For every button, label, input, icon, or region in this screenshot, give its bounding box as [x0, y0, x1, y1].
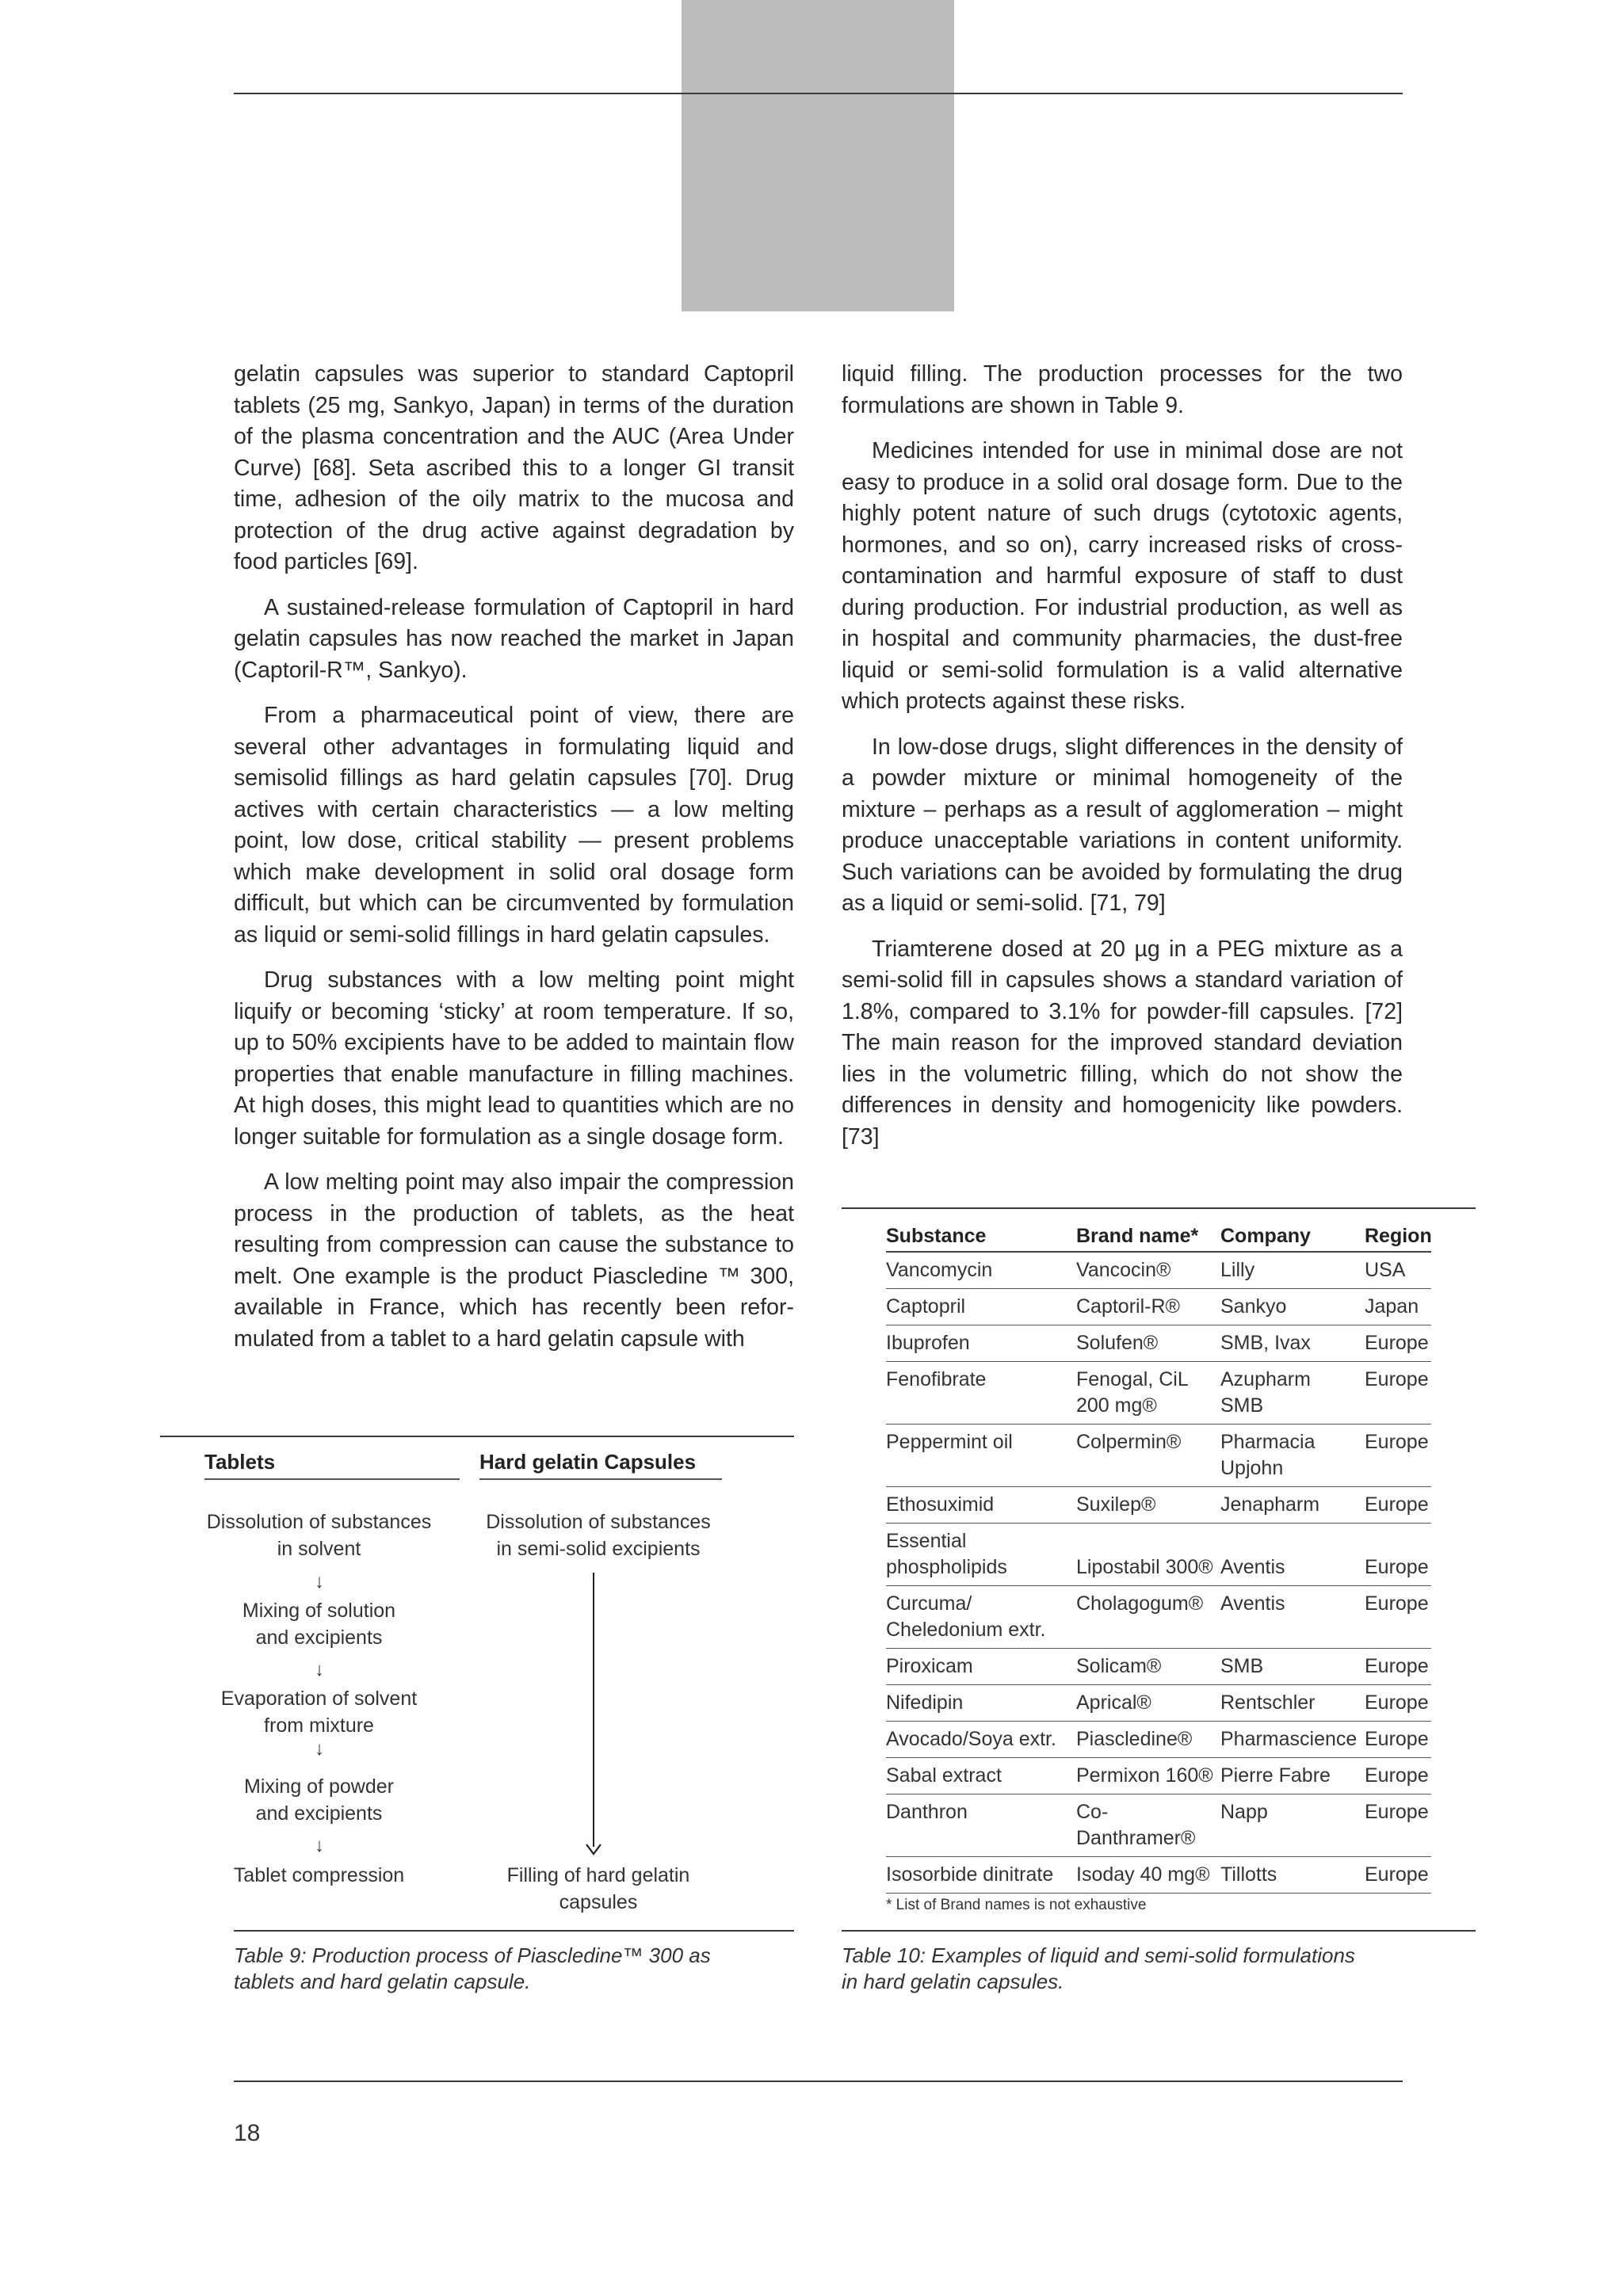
- cell-brand: Cholagogum®: [1076, 1586, 1220, 1649]
- cell-region: Europe: [1365, 1524, 1431, 1586]
- cell-brand: Co-Danthramer®: [1076, 1794, 1220, 1857]
- paragraph: Medicines intended for use in minimal dose are not easy to produce in a solid oral dosage form. Due to the highly potent nature of such drugs (cytotoxic agents, hormones, and so on), carry increased risks of cross-contamination and harmful exposure of staff to dust during production. For industrial production, as well as in hospital and community pharmacies, the dust-free liquid or semi-solid formulation is a valid alternative which protects against these risks.: [842, 438, 1403, 714]
- table-row: [886, 1524, 1431, 1586]
- table9-bottom-rule: [234, 1930, 794, 1932]
- table10-top-rule: [842, 1207, 1476, 1209]
- table-row: [886, 1794, 1431, 1857]
- left-text-column: [234, 359, 794, 1369]
- cell-region: Europe: [1365, 1425, 1431, 1487]
- cell-region: Europe: [1365, 1487, 1431, 1524]
- table-row: [886, 1289, 1431, 1325]
- table-row: [886, 1362, 1431, 1425]
- cell-region: Europe: [1365, 1722, 1431, 1758]
- table9-caption: Table 9: Production process of Piascledine™ 300 as tablets and hard gelatin capsule.: [234, 1943, 711, 1993]
- cell-region: Europe: [1365, 1586, 1431, 1649]
- capsule-step: Dissolution of substances in semi-solid excipients: [486, 1511, 711, 1560]
- cell-company: SMB: [1220, 1649, 1365, 1685]
- table-row: [886, 1685, 1431, 1722]
- cell-region: Europe: [1365, 1325, 1431, 1362]
- table-row: [886, 1252, 1431, 1289]
- cell-region: Japan: [1365, 1289, 1431, 1325]
- arrowhead-icon: [586, 1843, 601, 1855]
- cell-region: Europe: [1365, 1649, 1431, 1685]
- table10-caption: Table 10: Examples of liquid and semi-solid formulations in hard gelatin capsules.: [842, 1943, 1355, 1993]
- cell-brand: Solicam®: [1076, 1649, 1220, 1685]
- cell-company: Napp: [1220, 1794, 1365, 1857]
- cell-region: Europe: [1365, 1758, 1431, 1794]
- cell-substance: Ethosuximid: [886, 1487, 1076, 1524]
- cell-brand: Piascledine®: [1076, 1722, 1220, 1758]
- cell-substance: Fenofibrate: [886, 1362, 1076, 1425]
- table-row: [886, 1758, 1431, 1794]
- header-gray-block: [682, 0, 954, 311]
- cell-substance: Isosorbide dinitrate: [886, 1857, 1076, 1894]
- capsule-flow-line: [593, 1573, 594, 1847]
- cell-substance: Nifedipin: [886, 1685, 1076, 1722]
- down-arrow-icon: ↓: [315, 1738, 324, 1760]
- table9-head-underline: [204, 1478, 460, 1480]
- cell-company: Aventis: [1220, 1586, 1365, 1649]
- cell-brand: Aprical®: [1076, 1685, 1220, 1722]
- capsule-step: Filling of hard gelatin capsules: [506, 1864, 690, 1913]
- tablet-step: Dissolution of substances in solvent: [206, 1511, 432, 1560]
- formulations-table: [886, 1220, 1431, 1894]
- cell-brand: Solufen®: [1076, 1325, 1220, 1362]
- paragraph: A low melting point may also impair the compression process in the production of tablets, as the heat resulting from compression can cause the substance to melt. One example is the product Piascledine ™ 300, available in France, which has recently been reformulated from a tablet to a hard gelatin capsule with: [234, 1169, 794, 1352]
- cell-region: USA: [1365, 1252, 1431, 1289]
- cell-substance: Danthron: [886, 1794, 1076, 1857]
- cell-region: Europe: [1365, 1685, 1431, 1722]
- cell-brand: Permixon 160®: [1076, 1758, 1220, 1794]
- cell-company: Pharmacia Upjohn: [1220, 1425, 1365, 1487]
- table-row: [886, 1722, 1431, 1758]
- cell-region: Europe: [1365, 1362, 1431, 1425]
- tablet-step: Tablet compression: [233, 1864, 405, 1886]
- cell-brand: Isoday 40 mg®: [1076, 1857, 1220, 1894]
- table-row: [886, 1487, 1431, 1524]
- tablet-step: Evaporation of solvent from mixture: [220, 1688, 418, 1737]
- cell-brand: Vancocin®: [1076, 1252, 1220, 1289]
- column-header: Brand name*: [1076, 1220, 1220, 1252]
- cell-brand: Fenogal, CiL 200 mg®: [1076, 1362, 1220, 1425]
- cell-substance: Peppermint oil: [886, 1425, 1076, 1487]
- paragraph: liquid filling. The production processes for the two formulations are shown in Table 9.: [842, 361, 1403, 418]
- cell-company: SMB, Ivax: [1220, 1325, 1365, 1362]
- cell-brand: Lipostabil 300®: [1076, 1524, 1220, 1586]
- table9-head-underline: [479, 1478, 722, 1480]
- cell-company: Lilly: [1220, 1252, 1365, 1289]
- cell-brand: Suxilep®: [1076, 1487, 1220, 1524]
- cell-substance: Avocado/Soya extr.: [886, 1722, 1076, 1758]
- cell-company: Azupharm SMB: [1220, 1362, 1365, 1425]
- cell-substance: Curcuma/ Cheledonium extr.: [886, 1586, 1076, 1649]
- page-number: 18: [234, 2120, 261, 2146]
- cell-company: Pharmascience: [1220, 1722, 1365, 1758]
- column-header: Company: [1220, 1220, 1365, 1252]
- cell-region: Europe: [1365, 1857, 1431, 1894]
- table-row: [886, 1649, 1431, 1685]
- table-row: [886, 1325, 1431, 1362]
- down-arrow-icon: ↓: [315, 1659, 324, 1680]
- down-arrow-icon: ↓: [315, 1571, 324, 1592]
- top-rule: [234, 93, 1403, 94]
- paragraph: gelatin capsules was superior to standard Captopril tablets (25 mg, Sankyo, Japan) in terms of the duration of the plasma concentration and the AUC (Area Under Curve) [68]. Seta ascribed this to a longer GI transit time, adhesion of the oily matrix to the mucosa and protection of the drug active against degradation by food particles [69].: [234, 361, 794, 574]
- table10-bottom-rule: [842, 1930, 1476, 1932]
- table9-top-rule: [160, 1436, 794, 1437]
- table9-head-capsules: Hard gelatin Capsules: [479, 1450, 697, 1474]
- paragraph: Triamterene dosed at 20 µg in a PEG mixture as a semi-solid fill in capsules shows a standard variation of 1.8%, compared to 3.1% for powder-fill capsules. [72] The main reason for the improved standard deviation lies in the volumetric filling, which do not show the differences in density and homogenicity like powders. [73]: [842, 936, 1403, 1150]
- cell-company: Tillotts: [1220, 1857, 1365, 1894]
- down-arrow-icon: ↓: [315, 1835, 324, 1856]
- tablet-step: Mixing of powder and excipients: [244, 1775, 394, 1825]
- cell-company: Sankyo: [1220, 1289, 1365, 1325]
- cell-company: Aventis: [1220, 1524, 1365, 1586]
- cell-company: Rentschler: [1220, 1685, 1365, 1722]
- cell-substance: Ibuprofen: [886, 1325, 1076, 1362]
- paragraph: In low-dose drugs, slight differences in the density of a powder mixture or minimal homogeneity of the mixture – perhaps as a result of agglomeration – might produce unacceptable variations in content uniformity. Such variations can be avoided by formulating the drug as a liquid or semi-solid. [71, 79]: [842, 734, 1403, 916]
- bottom-rule: [234, 2081, 1403, 2082]
- cell-brand: Captoril-R®: [1076, 1289, 1220, 1325]
- cell-brand: Colpermin®: [1076, 1425, 1220, 1487]
- table10-footnote: * List of Brand names is not exhaustive: [886, 1897, 1147, 1913]
- cell-region: Europe: [1365, 1794, 1431, 1857]
- tablet-step: Mixing of solution and excipients: [242, 1600, 396, 1649]
- paragraph: Drug substances with a low melting point might liquify or becoming ‘sticky’ at room temperature. If so, up to 50% excipients have to be added to maintain flow properties that enable manufacture in filling machines. At high doses, this might lead to quantities which are no longer suitable for formulation as a single dosage form.: [234, 967, 794, 1150]
- column-header: Region: [1365, 1220, 1431, 1252]
- paragraph: From a pharmaceutical point of view, there are several other advantages in formulating liquid and semisolid fillings as hard gelatin capsules [70]. Drug actives with certain characteristics — a low melting point, low dose, critical stability — present problems which make development in solid oral dosage form difficult, but which can be circumvented by formulation as liquid or semi-solid fillings in hard gelatin capsules.: [234, 703, 794, 948]
- table-row: [886, 1586, 1431, 1649]
- column-header: Substance: [886, 1220, 1076, 1252]
- table-row: [886, 1425, 1431, 1487]
- right-text-column: [842, 359, 1403, 1167]
- cell-substance: Captopril: [886, 1289, 1076, 1325]
- cell-company: Jenapharm: [1220, 1487, 1365, 1524]
- cell-substance: Essential phospholipids: [886, 1524, 1076, 1586]
- paragraph: A sustained-release formulation of Captopril in hard gelatin capsules has now reached the market in Japan (Captoril-R™, Sankyo).: [234, 594, 794, 683]
- cell-substance: Sabal extract: [886, 1758, 1076, 1794]
- table-header-row: [886, 1220, 1431, 1252]
- table-row: [886, 1857, 1431, 1894]
- cell-company: Pierre Fabre: [1220, 1758, 1365, 1794]
- cell-substance: Vancomycin: [886, 1252, 1076, 1289]
- cell-substance: Piroxicam: [886, 1649, 1076, 1685]
- table9-head-tablets: Tablets: [204, 1450, 276, 1474]
